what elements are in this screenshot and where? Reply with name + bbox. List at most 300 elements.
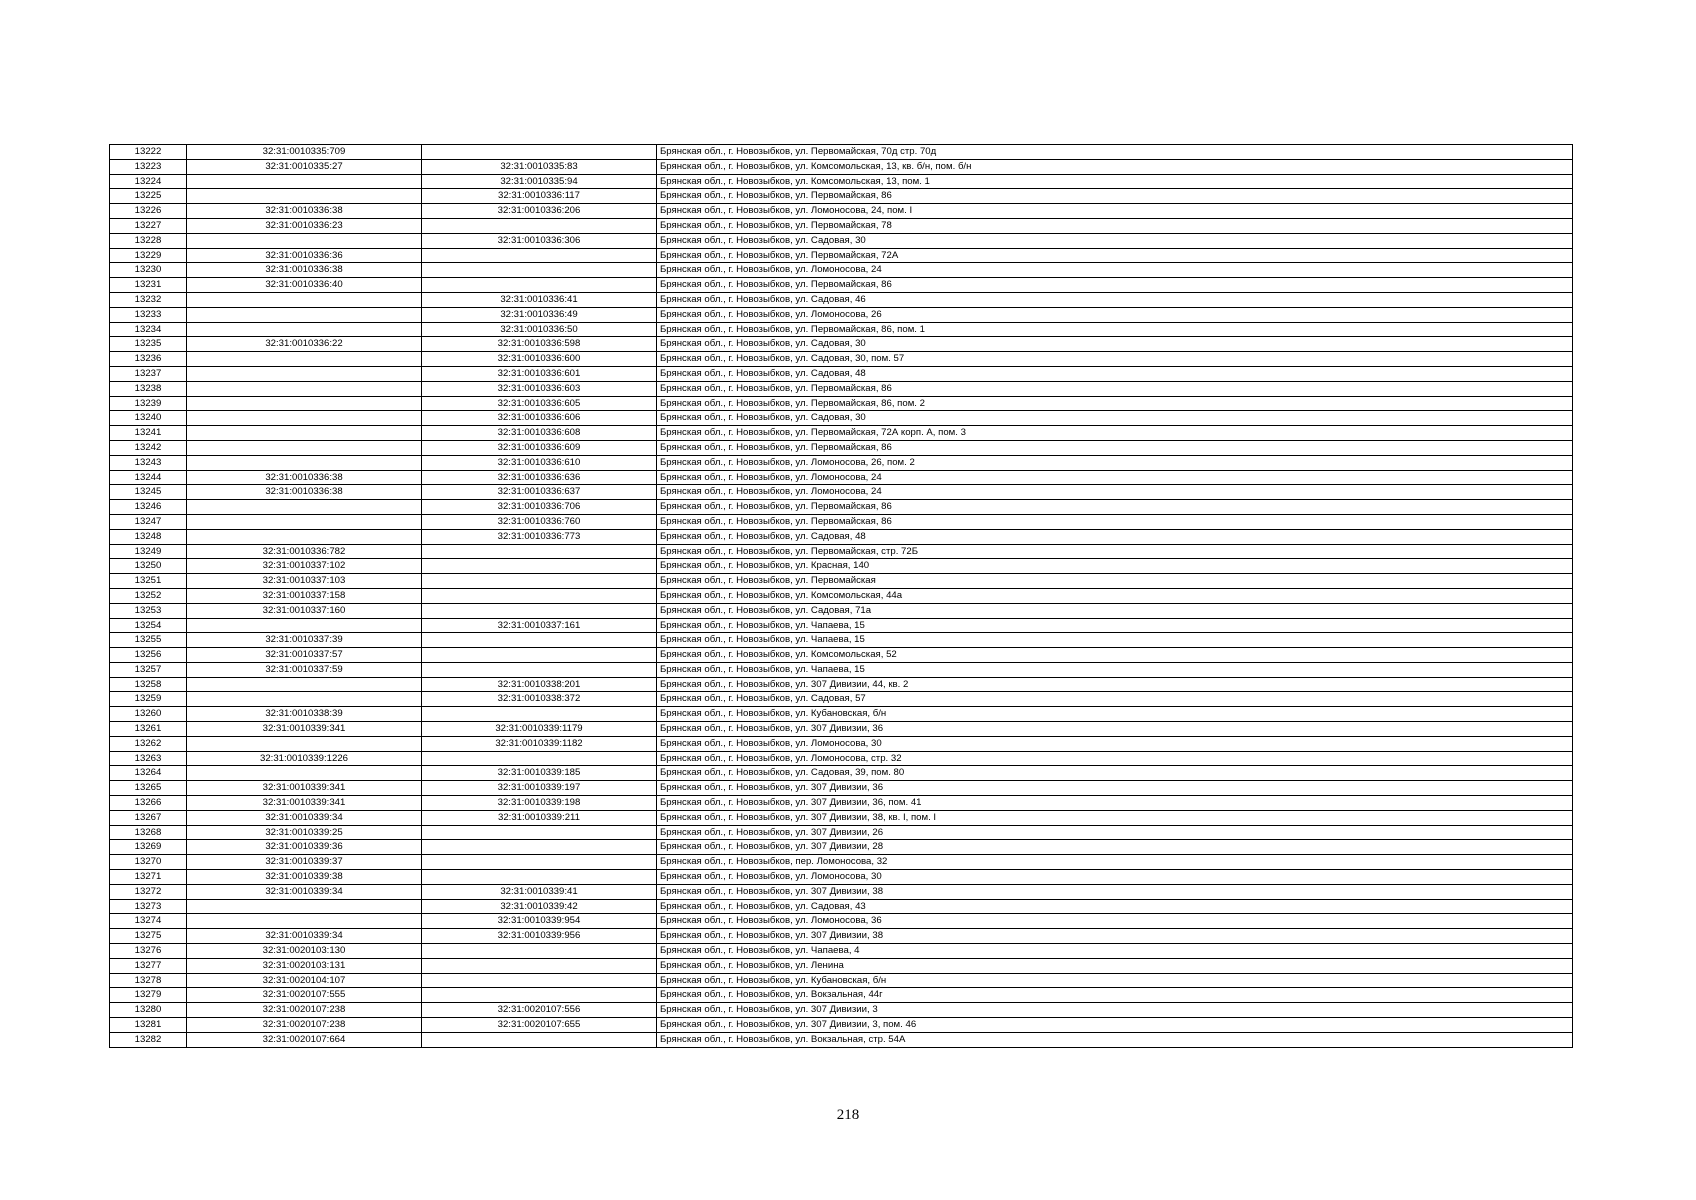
cadastral-object-cell bbox=[422, 973, 657, 988]
cadastral-parent-cell: 32:31:0010337:57 bbox=[187, 648, 422, 663]
row-number-cell: 13241 bbox=[110, 426, 187, 441]
row-number-cell: 13258 bbox=[110, 677, 187, 692]
address-cell: Брянская обл., г. Новозыбков, пер. Ломоносова, 32 bbox=[657, 855, 1573, 870]
row-number-cell: 13257 bbox=[110, 662, 187, 677]
table-row bbox=[110, 988, 1573, 1003]
cadastral-object-cell: 32:31:0010338:201 bbox=[422, 677, 657, 692]
address-cell: Брянская обл., г. Новозыбков, ул. 307 Дивизии, 3 bbox=[657, 1003, 1573, 1018]
row-number-cell: 13277 bbox=[110, 958, 187, 973]
row-number-cell: 13247 bbox=[110, 514, 187, 529]
cadastral-parent-cell: 32:31:0010336:38 bbox=[187, 204, 422, 219]
table-row bbox=[110, 751, 1573, 766]
row-number-cell: 13260 bbox=[110, 707, 187, 722]
row-number-cell: 13224 bbox=[110, 174, 187, 189]
table-row bbox=[110, 973, 1573, 988]
registry-table-container bbox=[109, 144, 1573, 1048]
row-number-cell: 13261 bbox=[110, 722, 187, 737]
cadastral-parent-cell: 32:31:0010336:782 bbox=[187, 544, 422, 559]
table-row bbox=[110, 722, 1573, 737]
cadastral-object-cell bbox=[422, 263, 657, 278]
table-row bbox=[110, 159, 1573, 174]
table-row bbox=[110, 618, 1573, 633]
cadastral-parent-cell: 32:31:0010339:34 bbox=[187, 810, 422, 825]
table-row bbox=[110, 781, 1573, 796]
row-number-cell: 13246 bbox=[110, 500, 187, 515]
cadastral-object-cell: 32:31:0010339:211 bbox=[422, 810, 657, 825]
address-cell: Брянская обл., г. Новозыбков, ул. Первомайская bbox=[657, 574, 1573, 589]
cadastral-object-cell: 32:31:0010337:161 bbox=[422, 618, 657, 633]
cadastral-object-cell bbox=[422, 855, 657, 870]
table-row bbox=[110, 914, 1573, 929]
table-row bbox=[110, 366, 1573, 381]
address-cell: Брянская обл., г. Новозыбков, ул. Комсомольская, 44а bbox=[657, 588, 1573, 603]
cadastral-parent-cell bbox=[187, 396, 422, 411]
cadastral-parent-cell: 32:31:0010335:709 bbox=[187, 145, 422, 160]
address-cell: Брянская обл., г. Новозыбков, ул. 307 Дивизии, 38, кв. I, пом. I bbox=[657, 810, 1573, 825]
row-number-cell: 13281 bbox=[110, 1018, 187, 1033]
table-row bbox=[110, 381, 1573, 396]
cadastral-object-cell bbox=[422, 648, 657, 663]
table-row bbox=[110, 470, 1573, 485]
table-row bbox=[110, 633, 1573, 648]
cadastral-parent-cell: 32:31:0020104:107 bbox=[187, 973, 422, 988]
cadastral-parent-cell bbox=[187, 455, 422, 470]
row-number-cell: 13278 bbox=[110, 973, 187, 988]
cadastral-object-cell bbox=[422, 574, 657, 589]
cadastral-object-cell: 32:31:0010336:760 bbox=[422, 514, 657, 529]
cadastral-parent-cell bbox=[187, 411, 422, 426]
cadastral-object-cell bbox=[422, 988, 657, 1003]
cadastral-parent-cell bbox=[187, 618, 422, 633]
cadastral-parent-cell bbox=[187, 766, 422, 781]
row-number-cell: 13240 bbox=[110, 411, 187, 426]
cadastral-object-cell: 32:31:0010339:185 bbox=[422, 766, 657, 781]
address-cell: Брянская обл., г. Новозыбков, ул. 307 Дивизии, 38 bbox=[657, 884, 1573, 899]
table-row bbox=[110, 692, 1573, 707]
address-cell: Брянская обл., г. Новозыбков, ул. Первомайская, 86, пом. 1 bbox=[657, 322, 1573, 337]
cadastral-object-cell: 32:31:0010335:83 bbox=[422, 159, 657, 174]
cadastral-object-cell bbox=[422, 603, 657, 618]
row-number-cell: 13253 bbox=[110, 603, 187, 618]
address-cell: Брянская обл., г. Новозыбков, ул. Первомайская, 70д стр. 70д bbox=[657, 145, 1573, 160]
cadastral-parent-cell bbox=[187, 322, 422, 337]
table-row bbox=[110, 174, 1573, 189]
cadastral-object-cell: 32:31:0010336:600 bbox=[422, 352, 657, 367]
row-number-cell: 13268 bbox=[110, 825, 187, 840]
cadastral-parent-cell: 32:31:0020107:238 bbox=[187, 1003, 422, 1018]
table-row bbox=[110, 574, 1573, 589]
table-row bbox=[110, 707, 1573, 722]
address-cell: Брянская обл., г. Новозыбков, ул. Чапаева, 15 bbox=[657, 662, 1573, 677]
row-number-cell: 13276 bbox=[110, 944, 187, 959]
row-number-cell: 13226 bbox=[110, 204, 187, 219]
registry-table bbox=[109, 144, 1573, 1048]
table-row bbox=[110, 544, 1573, 559]
cadastral-parent-cell bbox=[187, 529, 422, 544]
row-number-cell: 13262 bbox=[110, 736, 187, 751]
row-number-cell: 13242 bbox=[110, 440, 187, 455]
row-number-cell: 13264 bbox=[110, 766, 187, 781]
cadastral-object-cell: 32:31:0010336:49 bbox=[422, 307, 657, 322]
address-cell: Брянская обл., г. Новозыбков, ул. Первомайская, 86 bbox=[657, 381, 1573, 396]
table-row bbox=[110, 840, 1573, 855]
cadastral-parent-cell: 32:31:0010336:38 bbox=[187, 263, 422, 278]
cadastral-parent-cell bbox=[187, 292, 422, 307]
address-cell: Брянская обл., г. Новозыбков, ул. Первомайская, 72А корп. А, пом. 3 bbox=[657, 426, 1573, 441]
table-row bbox=[110, 929, 1573, 944]
row-number-cell: 13271 bbox=[110, 870, 187, 885]
address-cell: Брянская обл., г. Новозыбков, ул. 307 Дивизии, 36 bbox=[657, 722, 1573, 737]
address-cell: Брянская обл., г. Новозыбков, ул. Садовая, 48 bbox=[657, 529, 1573, 544]
table-row bbox=[110, 810, 1573, 825]
row-number-cell: 13279 bbox=[110, 988, 187, 1003]
cadastral-object-cell: 32:31:0010335:94 bbox=[422, 174, 657, 189]
row-number-cell: 13259 bbox=[110, 692, 187, 707]
cadastral-parent-cell bbox=[187, 514, 422, 529]
row-number-cell: 13225 bbox=[110, 189, 187, 204]
table-row bbox=[110, 870, 1573, 885]
cadastral-object-cell: 32:31:0010339:1179 bbox=[422, 722, 657, 737]
address-cell: Брянская обл., г. Новозыбков, ул. Ломоносова, 36 bbox=[657, 914, 1573, 929]
address-cell: Брянская обл., г. Новозыбков, ул. Комсомольская, 13, кв. б/н, пом. б/н bbox=[657, 159, 1573, 174]
cadastral-parent-cell: 32:31:0020103:130 bbox=[187, 944, 422, 959]
row-number-cell: 13270 bbox=[110, 855, 187, 870]
cadastral-object-cell: 32:31:0010336:636 bbox=[422, 470, 657, 485]
row-number-cell: 13263 bbox=[110, 751, 187, 766]
table-row bbox=[110, 559, 1573, 574]
cadastral-object-cell bbox=[422, 1032, 657, 1047]
row-number-cell: 13269 bbox=[110, 840, 187, 855]
cadastral-object-cell bbox=[422, 559, 657, 574]
cadastral-object-cell: 32:31:0010336:706 bbox=[422, 500, 657, 515]
cadastral-parent-cell: 32:31:0010337:160 bbox=[187, 603, 422, 618]
address-cell: Брянская обл., г. Новозыбков, ул. 307 Дивизии, 36, пом. 41 bbox=[657, 796, 1573, 811]
cadastral-parent-cell bbox=[187, 440, 422, 455]
row-number-cell: 13252 bbox=[110, 588, 187, 603]
cadastral-object-cell bbox=[422, 662, 657, 677]
cadastral-parent-cell: 32:31:0010339:36 bbox=[187, 840, 422, 855]
table-row bbox=[110, 426, 1573, 441]
address-cell: Брянская обл., г. Новозыбков, ул. Садовая, 71а bbox=[657, 603, 1573, 618]
address-cell: Брянская обл., г. Новозыбков, ул. Ленина bbox=[657, 958, 1573, 973]
address-cell: Брянская обл., г. Новозыбков, ул. Первомайская, 86 bbox=[657, 514, 1573, 529]
address-cell: Брянская обл., г. Новозыбков, ул. Ломоносова, 24 bbox=[657, 263, 1573, 278]
table-row bbox=[110, 825, 1573, 840]
cadastral-parent-cell: 32:31:0020107:238 bbox=[187, 1018, 422, 1033]
page-number: 218 bbox=[836, 1107, 860, 1123]
cadastral-parent-cell: 32:31:0010337:39 bbox=[187, 633, 422, 648]
row-number-cell: 13265 bbox=[110, 781, 187, 796]
cadastral-parent-cell bbox=[187, 189, 422, 204]
row-number-cell: 13235 bbox=[110, 337, 187, 352]
cadastral-object-cell bbox=[422, 707, 657, 722]
address-cell: Брянская обл., г. Новозыбков, ул. 307 Дивизии, 28 bbox=[657, 840, 1573, 855]
cadastral-object-cell bbox=[422, 944, 657, 959]
table-row bbox=[110, 204, 1573, 219]
table-row bbox=[110, 189, 1573, 204]
row-number-cell: 13227 bbox=[110, 218, 187, 233]
table-row bbox=[110, 396, 1573, 411]
table-row bbox=[110, 529, 1573, 544]
cadastral-object-cell: 32:31:0010339:197 bbox=[422, 781, 657, 796]
cadastral-object-cell: 32:31:0010339:956 bbox=[422, 929, 657, 944]
address-cell: Брянская обл., г. Новозыбков, ул. Чапаева, 15 bbox=[657, 618, 1573, 633]
address-cell: Брянская обл., г. Новозыбков, ул. Ломоносова, 30 bbox=[657, 736, 1573, 751]
cadastral-object-cell: 32:31:0010338:372 bbox=[422, 692, 657, 707]
address-cell: Брянская обл., г. Новозыбков, ул. Первомайская, 86, пом. 2 bbox=[657, 396, 1573, 411]
cadastral-parent-cell: 32:31:0010335:27 bbox=[187, 159, 422, 174]
address-cell: Брянская обл., г. Новозыбков, ул. 307 Дивизии, 38 bbox=[657, 929, 1573, 944]
address-cell: Брянская обл., г. Новозыбков, ул. Первомайская, 86 bbox=[657, 440, 1573, 455]
cadastral-object-cell bbox=[422, 218, 657, 233]
table-row bbox=[110, 1018, 1573, 1033]
cadastral-object-cell bbox=[422, 544, 657, 559]
address-cell: Брянская обл., г. Новозыбков, ул. Первомайская, 86 bbox=[657, 278, 1573, 293]
address-cell: Брянская обл., г. Новозыбков, ул. Первомайская, 78 bbox=[657, 218, 1573, 233]
cadastral-parent-cell: 32:31:0010337:158 bbox=[187, 588, 422, 603]
cadastral-object-cell: 32:31:0010336:41 bbox=[422, 292, 657, 307]
cadastral-parent-cell: 32:31:0020103:131 bbox=[187, 958, 422, 973]
cadastral-object-cell: 32:31:0010339:198 bbox=[422, 796, 657, 811]
cadastral-object-cell: 32:31:0010336:601 bbox=[422, 366, 657, 381]
table-row bbox=[110, 263, 1573, 278]
table-row bbox=[110, 455, 1573, 470]
table-row bbox=[110, 899, 1573, 914]
cadastral-object-cell bbox=[422, 278, 657, 293]
cadastral-parent-cell bbox=[187, 500, 422, 515]
cadastral-object-cell: 32:31:0020107:655 bbox=[422, 1018, 657, 1033]
row-number-cell: 13249 bbox=[110, 544, 187, 559]
table-row bbox=[110, 736, 1573, 751]
cadastral-parent-cell: 32:31:0010339:341 bbox=[187, 722, 422, 737]
cadastral-parent-cell: 32:31:0010337:103 bbox=[187, 574, 422, 589]
row-number-cell: 13230 bbox=[110, 263, 187, 278]
cadastral-parent-cell bbox=[187, 426, 422, 441]
row-number-cell: 13254 bbox=[110, 618, 187, 633]
address-cell: Брянская обл., г. Новозыбков, ул. Чапаева, 4 bbox=[657, 944, 1573, 959]
address-cell: Брянская обл., г. Новозыбков, ул. Первомайская, стр. 72Б bbox=[657, 544, 1573, 559]
address-cell: Брянская обл., г. Новозыбков, ул. Садовая, 57 bbox=[657, 692, 1573, 707]
table-row bbox=[110, 411, 1573, 426]
address-cell: Брянская обл., г. Новозыбков, ул. Комсомольская, 52 bbox=[657, 648, 1573, 663]
table-row bbox=[110, 677, 1573, 692]
address-cell: Брянская обл., г. Новозыбков, ул. Первомайская, 86 bbox=[657, 500, 1573, 515]
row-number-cell: 13273 bbox=[110, 899, 187, 914]
row-number-cell: 13280 bbox=[110, 1003, 187, 1018]
table-row bbox=[110, 958, 1573, 973]
row-number-cell: 13232 bbox=[110, 292, 187, 307]
table-row bbox=[110, 662, 1573, 677]
cadastral-object-cell: 32:31:0010339:1182 bbox=[422, 736, 657, 751]
table-row bbox=[110, 337, 1573, 352]
cadastral-object-cell bbox=[422, 825, 657, 840]
table-row bbox=[110, 884, 1573, 899]
cadastral-object-cell bbox=[422, 588, 657, 603]
cadastral-parent-cell: 32:31:0010339:341 bbox=[187, 796, 422, 811]
cadastral-parent-cell bbox=[187, 381, 422, 396]
cadastral-object-cell: 32:31:0010336:117 bbox=[422, 189, 657, 204]
cadastral-object-cell: 32:31:0010339:954 bbox=[422, 914, 657, 929]
table-row bbox=[110, 766, 1573, 781]
cadastral-object-cell: 32:31:0010336:610 bbox=[422, 455, 657, 470]
table-row bbox=[110, 796, 1573, 811]
cadastral-parent-cell bbox=[187, 899, 422, 914]
cadastral-parent-cell: 32:31:0010339:34 bbox=[187, 929, 422, 944]
address-cell: Брянская обл., г. Новозыбков, ул. Садовая, 48 bbox=[657, 366, 1573, 381]
cadastral-object-cell: 32:31:0010339:42 bbox=[422, 899, 657, 914]
address-cell: Брянская обл., г. Новозыбков, ул. Садовая, 43 bbox=[657, 899, 1573, 914]
table-row bbox=[110, 1032, 1573, 1047]
row-number-cell: 13233 bbox=[110, 307, 187, 322]
cadastral-parent-cell: 32:31:0010336:38 bbox=[187, 470, 422, 485]
cadastral-object-cell bbox=[422, 751, 657, 766]
address-cell: Брянская обл., г. Новозыбков, ул. Кубановская, б/н bbox=[657, 707, 1573, 722]
cadastral-parent-cell: 32:31:0010336:23 bbox=[187, 218, 422, 233]
cadastral-object-cell: 32:31:0010336:50 bbox=[422, 322, 657, 337]
row-number-cell: 13244 bbox=[110, 470, 187, 485]
table-row bbox=[110, 485, 1573, 500]
cadastral-object-cell: 32:31:0010336:637 bbox=[422, 485, 657, 500]
row-number-cell: 13223 bbox=[110, 159, 187, 174]
table-row bbox=[110, 248, 1573, 263]
address-cell: Брянская обл., г. Новозыбков, ул. Садовая, 30 bbox=[657, 411, 1573, 426]
row-number-cell: 13255 bbox=[110, 633, 187, 648]
table-row bbox=[110, 944, 1573, 959]
row-number-cell: 13222 bbox=[110, 145, 187, 160]
cadastral-object-cell: 32:31:0020107:556 bbox=[422, 1003, 657, 1018]
address-cell: Брянская обл., г. Новозыбков, ул. Ломоносова, 24, пом. I bbox=[657, 204, 1573, 219]
cadastral-object-cell bbox=[422, 145, 657, 160]
cadastral-parent-cell: 32:31:0010339:37 bbox=[187, 855, 422, 870]
cadastral-parent-cell: 32:31:0010336:36 bbox=[187, 248, 422, 263]
cadastral-parent-cell bbox=[187, 914, 422, 929]
row-number-cell: 13229 bbox=[110, 248, 187, 263]
row-number-cell: 13248 bbox=[110, 529, 187, 544]
table-row bbox=[110, 500, 1573, 515]
cadastral-object-cell bbox=[422, 248, 657, 263]
cadastral-parent-cell: 32:31:0010339:34 bbox=[187, 884, 422, 899]
address-cell: Брянская обл., г. Новозыбков, ул. Ломоносова, стр. 32 bbox=[657, 751, 1573, 766]
address-cell: Брянская обл., г. Новозыбков, ул. Ломоносова, 30 bbox=[657, 870, 1573, 885]
address-cell: Брянская обл., г. Новозыбков, ул. Ломоносова, 26 bbox=[657, 307, 1573, 322]
address-cell: Брянская обл., г. Новозыбков, ул. Садовая, 30 bbox=[657, 233, 1573, 248]
table-row bbox=[110, 292, 1573, 307]
row-number-cell: 13231 bbox=[110, 278, 187, 293]
cadastral-parent-cell: 32:31:0010336:22 bbox=[187, 337, 422, 352]
table-row bbox=[110, 588, 1573, 603]
row-number-cell: 13245 bbox=[110, 485, 187, 500]
cadastral-object-cell: 32:31:0010336:605 bbox=[422, 396, 657, 411]
cadastral-object-cell: 32:31:0010336:598 bbox=[422, 337, 657, 352]
cadastral-parent-cell: 32:31:0010339:38 bbox=[187, 870, 422, 885]
table-row bbox=[110, 218, 1573, 233]
address-cell: Брянская обл., г. Новозыбков, ул. Красная, 140 bbox=[657, 559, 1573, 574]
address-cell: Брянская обл., г. Новозыбков, ул. Ломоносова, 24 bbox=[657, 485, 1573, 500]
address-cell: Брянская обл., г. Новозыбков, ул. Ломоносова, 26, пом. 2 bbox=[657, 455, 1573, 470]
table-row bbox=[110, 352, 1573, 367]
cadastral-parent-cell bbox=[187, 736, 422, 751]
cadastral-parent-cell: 32:31:0010339:25 bbox=[187, 825, 422, 840]
row-number-cell: 13234 bbox=[110, 322, 187, 337]
address-cell: Брянская обл., г. Новозыбков, ул. Садовая, 30 bbox=[657, 337, 1573, 352]
cadastral-object-cell: 32:31:0010336:608 bbox=[422, 426, 657, 441]
address-cell: Брянская обл., г. Новозыбков, ул. Комсомольская, 13, пом. 1 bbox=[657, 174, 1573, 189]
table-row bbox=[110, 855, 1573, 870]
table-row bbox=[110, 603, 1573, 618]
table-row bbox=[110, 278, 1573, 293]
address-cell: Брянская обл., г. Новозыбков, ул. Садовая, 30, пом. 57 bbox=[657, 352, 1573, 367]
cadastral-object-cell: 32:31:0010339:41 bbox=[422, 884, 657, 899]
table-row bbox=[110, 307, 1573, 322]
cadastral-parent-cell: 32:31:0010336:40 bbox=[187, 278, 422, 293]
cadastral-object-cell bbox=[422, 840, 657, 855]
table-row bbox=[110, 1003, 1573, 1018]
cadastral-parent-cell: 32:31:0010339:1226 bbox=[187, 751, 422, 766]
row-number-cell: 13250 bbox=[110, 559, 187, 574]
cadastral-object-cell: 32:31:0010336:306 bbox=[422, 233, 657, 248]
cadastral-parent-cell: 32:31:0010339:341 bbox=[187, 781, 422, 796]
cadastral-object-cell: 32:31:0010336:773 bbox=[422, 529, 657, 544]
row-number-cell: 13228 bbox=[110, 233, 187, 248]
row-number-cell: 13275 bbox=[110, 929, 187, 944]
row-number-cell: 13236 bbox=[110, 352, 187, 367]
row-number-cell: 13239 bbox=[110, 396, 187, 411]
address-cell: Брянская обл., г. Новозыбков, ул. 307 Дивизии, 26 bbox=[657, 825, 1573, 840]
row-number-cell: 13238 bbox=[110, 381, 187, 396]
cadastral-object-cell: 32:31:0010336:206 bbox=[422, 204, 657, 219]
cadastral-parent-cell bbox=[187, 233, 422, 248]
row-number-cell: 13267 bbox=[110, 810, 187, 825]
cadastral-parent-cell bbox=[187, 174, 422, 189]
row-number-cell: 13251 bbox=[110, 574, 187, 589]
cadastral-object-cell bbox=[422, 870, 657, 885]
row-number-cell: 13266 bbox=[110, 796, 187, 811]
cadastral-parent-cell bbox=[187, 677, 422, 692]
cadastral-object-cell bbox=[422, 958, 657, 973]
cadastral-object-cell: 32:31:0010336:606 bbox=[422, 411, 657, 426]
row-number-cell: 13274 bbox=[110, 914, 187, 929]
cadastral-parent-cell bbox=[187, 366, 422, 381]
cadastral-parent-cell: 32:31:0020107:664 bbox=[187, 1032, 422, 1047]
table-row bbox=[110, 233, 1573, 248]
address-cell: Брянская обл., г. Новозыбков, ул. Первомайская, 72А bbox=[657, 248, 1573, 263]
cadastral-parent-cell bbox=[187, 692, 422, 707]
registry-table-body bbox=[110, 145, 1573, 1048]
cadastral-parent-cell: 32:31:0010338:39 bbox=[187, 707, 422, 722]
row-number-cell: 13237 bbox=[110, 366, 187, 381]
address-cell: Брянская обл., г. Новозыбков, ул. 307 Дивизии, 36 bbox=[657, 781, 1573, 796]
cadastral-parent-cell bbox=[187, 352, 422, 367]
address-cell: Брянская обл., г. Новозыбков, ул. 307 Дивизии, 44, кв. 2 bbox=[657, 677, 1573, 692]
table-row bbox=[110, 648, 1573, 663]
table-row bbox=[110, 514, 1573, 529]
address-cell: Брянская обл., г. Новозыбков, ул. Садовая, 46 bbox=[657, 292, 1573, 307]
row-number-cell: 13282 bbox=[110, 1032, 187, 1047]
address-cell: Брянская обл., г. Новозыбков, ул. Вокзальная, стр. 54А bbox=[657, 1032, 1573, 1047]
cadastral-object-cell bbox=[422, 633, 657, 648]
row-number-cell: 13256 bbox=[110, 648, 187, 663]
address-cell: Брянская обл., г. Новозыбков, ул. Первомайская, 86 bbox=[657, 189, 1573, 204]
address-cell: Брянская обл., г. Новозыбков, ул. Чапаева, 15 bbox=[657, 633, 1573, 648]
row-number-cell: 13243 bbox=[110, 455, 187, 470]
table-row bbox=[110, 322, 1573, 337]
table-row bbox=[110, 145, 1573, 160]
cadastral-parent-cell: 32:31:0020107:555 bbox=[187, 988, 422, 1003]
table-row bbox=[110, 440, 1573, 455]
address-cell: Брянская обл., г. Новозыбков, ул. Кубановская, б/н bbox=[657, 973, 1573, 988]
cadastral-parent-cell: 32:31:0010337:102 bbox=[187, 559, 422, 574]
address-cell: Брянская обл., г. Новозыбков, ул. Ломоносова, 24 bbox=[657, 470, 1573, 485]
